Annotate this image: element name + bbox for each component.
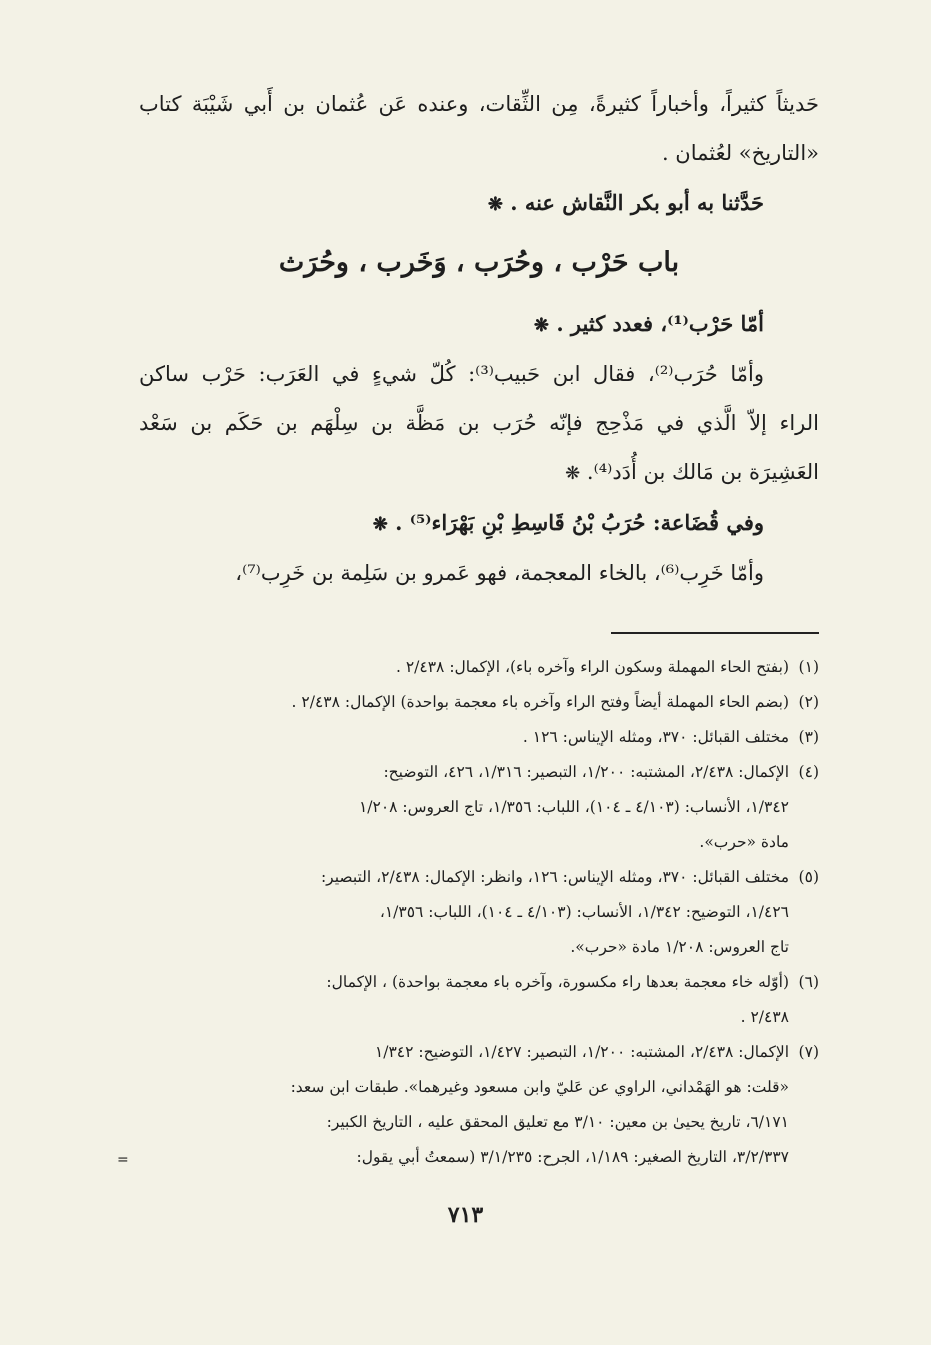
footnotes (139, 650, 819, 1175)
main-text (139, 80, 819, 598)
footnote (139, 755, 819, 860)
footnote-line: الإكمال: ٢/٤٣٨، المشتبه: ١/٢٠٠، التبصير: ١/٤٢٧، التوضيح: ١/٣٤٢ (374, 1043, 789, 1061)
paragraph-1-line-2: «التاريخ» لعُثمان . (661, 141, 819, 165)
footnote-text (139, 1035, 789, 1175)
footnote-line: ٣/٢/٣٣٧، التاريخ الصغير: ١/١٨٩، الجرح: ٣/١/٢٣٥ (سمعتُ أبي يقول: (356, 1148, 789, 1166)
footnote-line: ٦/١٧١، تاريخ يحيىٰ بن معين: ٣/١٠ مع تعليق المحقق عليه ، التاريخ الكبير: (326, 1113, 789, 1131)
footnote-number: (٣) (798, 728, 819, 746)
footnote (139, 685, 819, 720)
footnote (139, 965, 819, 1035)
footnote-line: مختلف القبائل: ٣٧٠، ومثله الإيناس: ١٢٦ . (522, 728, 789, 746)
footnote (139, 1035, 819, 1175)
paragraph-4-line-1: وأمّا حُرَب⁽²⁾، فقال ابن حَبيب⁽³⁾: كُلّ شيءٍ في العَرَب: حَرْب ساكن (139, 362, 764, 386)
footnote (139, 720, 819, 755)
section-end-star-icon: ❋ (565, 463, 581, 484)
section-end-star-icon: ❋ (533, 315, 549, 336)
paragraph-2 (139, 178, 819, 229)
paragraph-3 (139, 299, 819, 350)
section-end-star-icon: ❋ (372, 514, 388, 535)
footnote-text (139, 720, 789, 755)
footnote-number: (٤) (798, 763, 819, 781)
footnote-line: (أوّله خاء معجمة بعدها راء مكسورة، وآخره باء معجمة بواحدة) ، الإكمال: (326, 973, 789, 991)
chapter-heading: باب حَرْب ، وحُرَب ، وَخَرب ، وحُرَث (278, 247, 680, 278)
paragraph-5 (139, 498, 819, 549)
footnote-line: ٢/٤٣٨ . (740, 1008, 789, 1026)
footnote-line: ١/٣٤٢، الأنساب: (٤/١٠٣ ـ ١٠٤)، اللباب: ١/٣٥٦، تاج العروس: ١/٢٠٨ (358, 798, 789, 816)
footnote-line: مختلف القبائل: ٣٧٠، ومثله الإيناس: ١٢٦، وانظر: الإكمال: ٢/٤٣٨، التبصير: (320, 868, 789, 886)
footnote-line: تاج العروس: ١/٢٠٨ مادة «حرب». (570, 938, 789, 956)
footnote (139, 860, 819, 965)
footnote-number: (٢) (798, 693, 819, 711)
paragraph-4-line-2: الراء إلاّ الَّذي في مَذْحِج فإنّه حُرَب بن مَظَّة بن سِلْهَم بن حَكَم بن سَعْد (139, 411, 819, 435)
footnote-text (139, 860, 789, 965)
footnote-number: (٥) (798, 868, 819, 886)
section-end-star-icon: ❋ (487, 194, 503, 215)
page-number: ٧١٣ (447, 1202, 484, 1228)
paragraph-2-text: حَدَّثنا به أبو بكر النَّقاش عنه . (510, 190, 764, 215)
footnote-number: (٧) (798, 1043, 819, 1061)
paragraph-4-line-3-text: العَشِيرَة بن مَالك بن أُدَد⁽⁴⁾. (586, 460, 819, 484)
footnote-line: الإكمال: ٢/٤٣٨، المشتبه: ١/٢٠٠، التبصير: ١/٣١٦، ٤٢٦، التوضيح: (383, 763, 789, 781)
paragraph-5-text: وفي قُضَاعة: حُرَبُ بْنُ قَاسِطِ بْنِ بَهْرَاء⁽⁵⁾ . (395, 510, 764, 535)
footnote-number: (٦) (798, 973, 819, 991)
footnote-line: (بضم الحاء المهملة أيضاً وفتح الراء وآخره باء معجمة بواحدة) الإكمال: ٢/٤٣٨ . (291, 693, 789, 711)
paragraph-3-text: أمّا حَرْب⁽¹⁾، فعدد كثير . (556, 311, 764, 336)
footnote-number: (١) (798, 658, 819, 676)
footnote-line: (بفتح الحاء المهملة وسكون الراء وآخره باء)، الإكمال: ٢/٤٣٨ . (396, 658, 789, 676)
footnote-text (139, 755, 789, 860)
footnote-line: ١/٤٢٦، التوضيح: ١/٣٤٢، الأنساب: (٤/١٠٣ ـ ١٠٤)، اللباب: ١/٣٥٦، (379, 903, 789, 921)
footnote-text (139, 685, 789, 720)
footnote-text (139, 650, 789, 685)
paragraph-1-line-1: حَديثاً كثيراً، وأخباراً كثيرةً، مِن الثِّقات، وعنده عَن عُثمان بن أَبي شَيْبَة كتاب (139, 92, 819, 116)
footnote-text (139, 965, 789, 1035)
footnote-line: «قلت: هو الهَمْداني، الراوي عن عَليّ وابن مسعود وغيرهما». طبقات ابن سعد: (290, 1078, 789, 1096)
footnote (139, 650, 819, 685)
footnote-line: مادة «حرب». (699, 833, 789, 851)
paragraph-4-line-3 (139, 448, 819, 498)
continuation-mark: = (117, 1152, 129, 1168)
footnote-separator (611, 632, 819, 634)
paragraph-6: وأمّا خَرِب⁽⁶⁾، بالخاء المعجمة، فهو عَمرو بن سَلِمة بن خَرِب⁽⁷⁾، (235, 561, 764, 585)
